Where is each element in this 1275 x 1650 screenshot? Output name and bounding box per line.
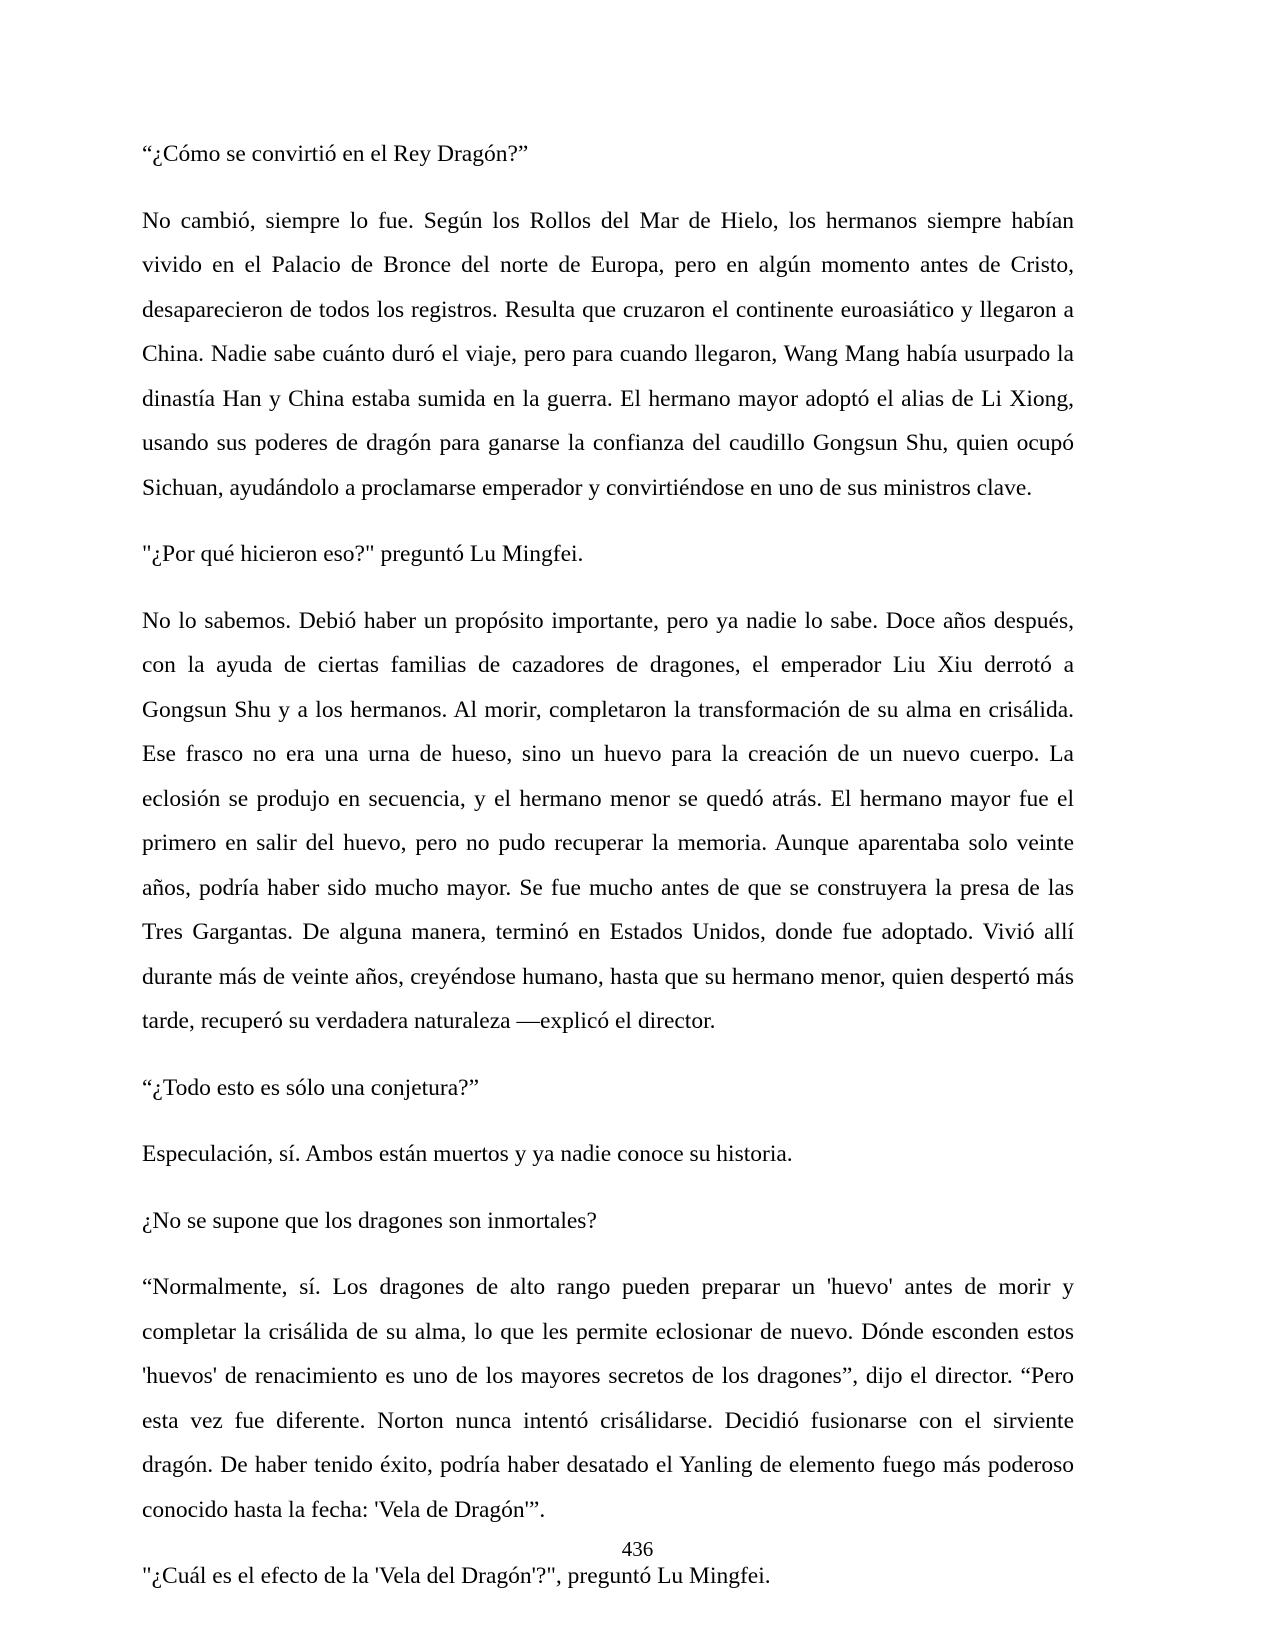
paragraph-9: "¿Cuál es el efecto de la 'Vela del Dragón'?", preguntó Lu Mingfei. — [142, 1563, 771, 1589]
paragraph-6: Especulación, sí. Ambos están muertos y ya nadie conoce su historia. — [142, 1141, 793, 1167]
paragraph-2: No cambió, siempre lo fue. Según los Rollos del Mar de Hielo, los hermanos siempre habían vivido en el Palacio de Bronce del norte de Europa, pero en algún momento antes de Cristo, desaparecieron de todos los registros. Resulta que cruzaron el continente euroasiático y llegaron a China. Nadie sabe cuánto duró el viaje, pero para cuando llegaron, Wang Mang había usurpado la dinastía Han y China estaba sumida en la guerra. El hermano mayor adoptó el alias de Li Xiong, usando sus poderes de dragón para ganarse la confianza del caudillo Gongsun Shu, quien ocupó Sichuan, ayudándolo a proclamarse emperador y convirtiéndose en uno de sus ministros clave. — [142, 207, 1074, 501]
paragraph-8: “Normalmente, sí. Los dragones de alto rango pueden preparar un 'huevo' antes de morir y completar la crisálida de su alma, lo que les permite eclosionar de nuevo. Dónde esconden estos 'huevos' de renacimiento es uno de los mayores secretos de los dragones”, dijo el director. “Pero esta vez fue diferente. Norton nunca intentó crisálidarse. Decidió fusionarse con el sirviente dragón. De haber tenido éxito, podría haber desatado el Yanling de elemento fuego más poderoso conocido hasta la fecha: 'Vela de Dragón'”. — [142, 1274, 1074, 1523]
page-number: 436 — [621, 1537, 654, 1561]
body-text-column — [142, 132, 1074, 1599]
paragraph-3: "¿Por qué hicieron eso?" preguntó Lu Mingfei. — [142, 541, 584, 567]
paragraph-1: “¿Cómo se convirtió en el Rey Dragón?” — [142, 141, 529, 167]
paragraph-4: No lo sabemos. Debió haber un propósito importante, pero ya nadie lo sabe. Doce años después, con la ayuda de ciertas familias de cazadores de dragones, el emperador Liu Xiu derrotó a Gongsun Shu y a los hermanos. Al morir, completaron la transformación de su alma en crisálida. Ese frasco no era una urna de hueso, sino un huevo para la creación de un nuevo cuerpo. La eclosión se produjo en secuencia, y el hermano menor se quedó atrás. El hermano mayor fue el primero en salir del huevo, pero no pudo recuperar la memoria. Aunque aparentaba solo veinte años, podría haber sido mucho mayor. Se fue mucho antes de que se construyera la presa de las Tres Gargantas. De alguna manera, terminó en Estados Unidos, donde fue adoptado. Vivió allí durante más de veinte años, creyéndose humano, hasta que su hermano menor, quien despertó más tarde, recuperó su verdadera naturaleza —explicó el director. — [142, 607, 1074, 1034]
paragraph-5: “¿Todo esto es sólo una conjetura?” — [142, 1074, 480, 1101]
paragraph-7: ¿No se supone que los dragones son inmortales? — [142, 1207, 597, 1234]
